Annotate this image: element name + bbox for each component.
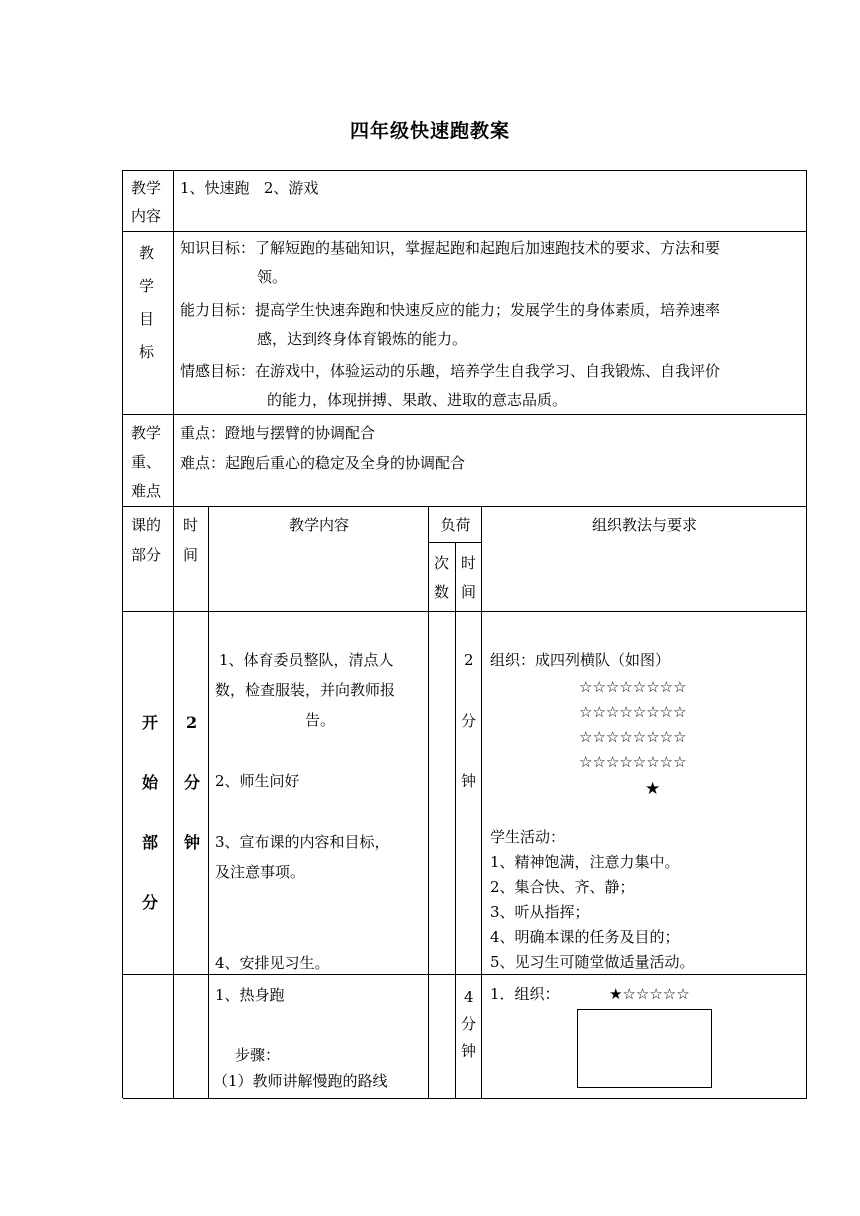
start-load-time-1: 2 xyxy=(464,651,474,669)
start-item1-line3: 告。 xyxy=(305,711,336,729)
start-load-time-3: 钟 xyxy=(461,772,477,790)
header-part-2: 部分 xyxy=(131,546,162,564)
goals-value-cell xyxy=(174,232,807,415)
header-count-cell xyxy=(429,543,456,612)
formation-row-2: ☆☆☆☆☆☆☆☆ xyxy=(579,703,687,721)
start-item1-line1: 1、体育委员整队，清点人 xyxy=(219,651,394,669)
start-item4: 4、安排见习生。 xyxy=(215,954,330,972)
goals-label-2: 学 xyxy=(139,277,155,295)
start-item2: 2、师生问好 xyxy=(215,772,300,790)
basic-step1: （1）教师讲解慢跑的路线 xyxy=(213,1072,388,1090)
activity-4: 4、明确本课的任务及目的； xyxy=(490,928,680,946)
start-time-3: 钟 xyxy=(184,833,201,852)
start-part-2: 始 xyxy=(142,773,159,792)
header-count-1: 次 xyxy=(434,554,450,572)
emotion-goal-line1: 情感目标：在游戏中，体验运动的乐趣，培养学生自我学习、自我锻炼、自我评价 xyxy=(180,362,721,380)
content-value: 1、快速跑 2、游戏 xyxy=(180,179,319,197)
header-load: 负荷 xyxy=(440,516,471,534)
header-time-cell xyxy=(174,507,209,612)
start-part-cell xyxy=(123,612,174,975)
basic-load-time-2: 分 xyxy=(461,1015,477,1033)
start-item3-line1: 3、宣布课的内容和目标， xyxy=(215,833,390,851)
content-value-cell xyxy=(174,171,807,232)
key-label-2: 重、 xyxy=(131,453,162,471)
goals-label-3: 目 xyxy=(139,310,155,328)
header-load-time-1: 时 xyxy=(461,554,477,572)
start-method-cell xyxy=(482,612,807,975)
key-label-1: 教学 xyxy=(131,424,162,442)
basic-load-time-3: 钟 xyxy=(461,1042,477,1060)
basic-load-time-cell xyxy=(456,975,482,1099)
header-content: 教学内容 xyxy=(288,516,349,534)
knowledge-goal-line2: 领。 xyxy=(257,268,288,286)
key-label-cell xyxy=(123,415,174,507)
basic-time-cell xyxy=(174,975,209,1099)
header-part-1: 课的 xyxy=(131,516,162,534)
activity-1: 1、精神饱满，注意力集中。 xyxy=(490,853,680,871)
basic-count-cell xyxy=(429,975,456,1099)
start-part-4: 分 xyxy=(142,893,159,912)
basic-content-cell xyxy=(209,975,429,1099)
formation-row-3: ☆☆☆☆☆☆☆☆ xyxy=(579,728,687,746)
ability-goal-line1: 能力目标：提高学生快速奔跑和快速反应的能力；发展学生的身体素质，培养速率 xyxy=(180,301,721,319)
key-point: 重点：蹬地与摆臂的协调配合 xyxy=(180,424,376,442)
start-part-1: 开 xyxy=(142,713,159,732)
knowledge-goal-line1: 知识目标：了解短跑的基础知识，掌握起跑和起跑后加速跑技术的要求、方法和要 xyxy=(180,239,721,257)
start-load-time-2: 分 xyxy=(461,712,477,730)
start-time-1: 2 xyxy=(186,713,198,732)
basic-load-time-1: 4 xyxy=(464,988,474,1006)
start-content-cell xyxy=(209,612,429,975)
basic-item1: 1、热身跑 xyxy=(215,986,285,1004)
teacher-star: ★ xyxy=(645,779,661,799)
header-load-cell xyxy=(429,507,482,543)
header-load-time-2: 间 xyxy=(461,583,477,601)
start-org: 组织：成四列横队（如图） xyxy=(490,651,671,669)
start-time-cell xyxy=(174,612,209,975)
goals-label-4: 标 xyxy=(139,343,155,361)
difficult-point: 难点：起跑后重心的稳定及全身的协调配合 xyxy=(180,454,466,472)
goals-label-cell xyxy=(123,232,174,415)
lesson-plan-table xyxy=(122,170,807,1098)
header-method: 组织教法与要求 xyxy=(591,516,697,534)
activity-3: 3、听从指挥； xyxy=(490,903,590,921)
content-label-line1: 教学 xyxy=(131,179,162,197)
start-item1-line2: 数，检查服装，并向教师报 xyxy=(215,681,396,699)
start-time-2: 分 xyxy=(184,773,201,792)
header-time-2: 间 xyxy=(183,546,199,564)
activity-5: 5、见习生可随堂做适量活动。 xyxy=(490,953,695,971)
activity-title: 学生活动： xyxy=(490,828,566,846)
page-title: 四年级快速跑教案 xyxy=(349,120,510,142)
start-load-time-cell xyxy=(456,612,482,975)
basic-org-stars: ★☆☆☆☆☆ xyxy=(609,985,690,1003)
basic-part-cell xyxy=(123,975,174,1099)
start-item3-line2: 及注意事项。 xyxy=(215,863,306,881)
running-route-diagram xyxy=(577,1009,712,1088)
emotion-goal-line2: 的能力，体现拼搏、果敢、进取的意志品质。 xyxy=(267,391,568,409)
basic-method-cell xyxy=(482,975,807,1099)
formation-row-4: ☆☆☆☆☆☆☆☆ xyxy=(579,753,687,771)
start-count-cell xyxy=(429,612,456,975)
basic-org-label: 1．组织： xyxy=(490,985,560,1003)
header-method-cell xyxy=(482,507,807,612)
key-value-cell xyxy=(174,415,807,507)
activity-2: 2、集合快、齐、静； xyxy=(490,878,635,896)
header-time-1: 时 xyxy=(183,516,199,534)
basic-steps: 步骤： xyxy=(235,1046,281,1064)
content-label-line2: 内容 xyxy=(131,207,162,225)
header-part-cell xyxy=(123,507,174,612)
start-part-3: 部 xyxy=(142,833,159,852)
content-label-cell xyxy=(123,171,174,232)
formation-row-1: ☆☆☆☆☆☆☆☆ xyxy=(579,678,687,696)
header-load-time-cell xyxy=(456,543,482,612)
header-count-2: 数 xyxy=(434,583,450,601)
goals-label-1: 教 xyxy=(139,244,155,262)
key-label-3: 难点 xyxy=(131,482,162,500)
header-content-cell xyxy=(209,507,429,612)
ability-goal-line2: 感，达到终身体育锻炼的能力。 xyxy=(257,330,468,348)
